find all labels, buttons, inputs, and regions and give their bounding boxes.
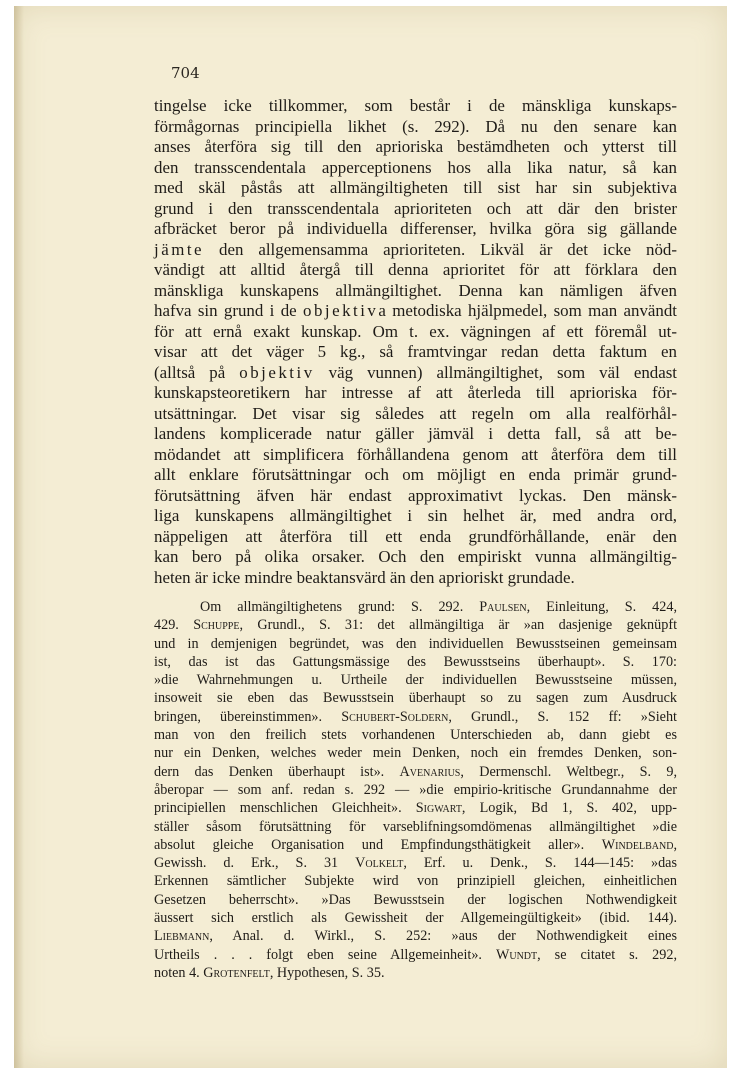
note-line: bringen, übereinstimmen». Schubert-Soldern, Grundl., S. 152 ff: »Sieht bbox=[154, 708, 677, 725]
text-line: anses återföra sig till den aprioriska bestämdheten och ytterst till bbox=[154, 137, 677, 156]
text-line: kan bero på olika orsaker. Och den empiriskt vunna allmängiltig- bbox=[154, 547, 677, 566]
text-line: förutsättning äfven här endast approximativt lyckas. Den mänsk- bbox=[154, 485, 677, 505]
author-name: Sigwart bbox=[415, 800, 462, 817]
note-line: ställer såsom förutsättning för varseblifningsomdömenas allmängiltighet »die bbox=[154, 818, 677, 835]
note-line: principiellen menschlichen Gleichheit». Sigwart, Logik, Bd 1, S. 402, upp- bbox=[154, 800, 677, 817]
note-line: Liebmann, Anal. d. Wirkl., S. 252: »aus der Nothwendigkeit eines bbox=[154, 928, 677, 945]
text-line: (alltså på objektiv väg vunnen) allmängiltighet, som väl endast bbox=[154, 362, 677, 382]
note-line: Urtheils . . . folgt eben seine Allgemeinheit». Wundt, se citatet s. 292, bbox=[154, 946, 677, 963]
note-line: dern das Denken überhaupt ist». Avenarius, Dermenschl. Weltbegr., S. 9, bbox=[154, 763, 677, 780]
text-line: förmågornas principiella likhet (s. 292). Då nu den senare kan bbox=[154, 116, 677, 136]
author-name: Wundt bbox=[495, 946, 538, 963]
note-line: Gesetzen beherrscht». »Das Bewusstsein der logischen Nothwendigkeit bbox=[154, 891, 677, 908]
author-name: Schubert-Soldern bbox=[341, 708, 449, 725]
text-line: för att ernå exakt kunskap. Om t. ex. vägningen af ett föremål ut- bbox=[154, 321, 677, 341]
text-line: kunskapsteoretikern har intresse af att återleda till aprioriska för- bbox=[154, 383, 677, 402]
note-line: Erkennen sämtlicher Subjekte wird von prinzipiell gleichen, einheitlichen bbox=[154, 873, 677, 890]
note-line: insoweit sie eben das Bewusstsein überhaupt so zu sagen zum Ausdruck bbox=[154, 690, 677, 707]
text-line: landens komplicerade natur gäller jämväl i detta fall, så att be- bbox=[154, 424, 677, 443]
author-name: Liebmann bbox=[154, 928, 210, 945]
page-sheet bbox=[14, 6, 727, 1068]
note-line: absolut gleiche Organisation und Empfindungsthätigkeit aller». Windelband, bbox=[154, 836, 677, 853]
text-line: jämte den allgemensamma aprioriteten. Likväl är det icke nöd- bbox=[154, 239, 677, 259]
main-text bbox=[154, 96, 677, 588]
note-line: und in demjenigen begründet, was den individuellen Bewusstseinen gemeinsam bbox=[154, 635, 677, 652]
author-name: Avenarius bbox=[399, 763, 461, 780]
note-line: nur ein Denken, welches weder mein Denken, noch ein fremdes Denken, son- bbox=[154, 745, 677, 762]
note-line: noten 4. Grotenfelt, Hypothesen, S. 35. bbox=[154, 964, 385, 981]
page-number: 704 bbox=[171, 64, 200, 82]
note-line: Om allmängiltighetens grund: S. 292. Paulsen, Einleitung, S. 424, bbox=[200, 599, 677, 615]
note-line: åberopar — som anf. redan s. 292 — »die empirio-kritische Grundannahme der bbox=[154, 781, 677, 798]
note-line: »die Wahrnehmungen u. Urtheile der individuellen Bewusstseine müssen, bbox=[154, 672, 677, 689]
note-line: man von den freilich stets vorhandenen Unterschieden ab, dann giebt es bbox=[154, 727, 677, 744]
author-name: Volkelt bbox=[355, 855, 404, 872]
text-line: afbräcket beror på individuella differenser, hvilka göra sig gällande bbox=[154, 219, 677, 238]
text-line: liga kunskapens allmängiltighet i sin helhet är, med andra ord, bbox=[154, 506, 677, 525]
author-name: Paulsen bbox=[479, 599, 527, 615]
text-line: grund i den transscendentala aprioriteten och att där den brister bbox=[154, 198, 677, 218]
note-line: ist, das ist das Gattungsmässige des Bewusstseins überhaupt». S. 170: bbox=[154, 653, 677, 670]
text-line: hafva sin grund i de objektiva metodiska hjälpmedel, som man användt bbox=[154, 301, 677, 320]
text-line: vändigt att alltid återgå till denna aprioritet för att förklara den bbox=[154, 260, 677, 279]
author-name: Schuppe bbox=[193, 617, 240, 634]
text-line: utsättningar. Det visar sig således att regeln om alla realförhål- bbox=[154, 403, 677, 423]
footnotes bbox=[154, 598, 677, 982]
emphasis-word: jämte bbox=[154, 239, 205, 259]
text-line: mödandet att simplificera förhållandena genom att återföra dem till bbox=[154, 444, 677, 464]
text-line: näppeligen att återföra till ett enda grundförhållande, enär den bbox=[154, 526, 677, 546]
text-line: med skäl påstås att allmängiltigheten till sist har sin subjektiva bbox=[154, 178, 677, 197]
text-line: mänskliga kunskapens allmängiltighet. Denna kan nämligen äfven bbox=[154, 280, 677, 300]
author-name: Windelband bbox=[601, 836, 674, 853]
author-name: Grotenfelt bbox=[203, 964, 270, 981]
text-line: allt enklare förutsättningar och om möjligt en enda primär grund- bbox=[154, 465, 677, 484]
text-line: heten är icke mindre beaktansvärd än den aprioriskt grundade. bbox=[154, 567, 575, 587]
note-line: 429. Schuppe, Grundl., S. 31: det allmängiltiga är »an dasjenige geknüpft bbox=[154, 617, 678, 634]
text-line: visar att det väger 5 kg., så framtvingar redan detta faktum en bbox=[154, 342, 677, 361]
text-line: tingelse icke tillkommer, som består i de mänskliga kunskaps- bbox=[154, 96, 677, 115]
note-line: äussert sich erstlich als Gewissheit der Allgemeingültigkeit» (ibid. 144). bbox=[154, 910, 677, 927]
emphasis-word: objektiv bbox=[239, 362, 315, 382]
note-line: Gewissh. d. Erk., S. 31 Volkelt, Erf. u. Denk., S. 144—145: »das bbox=[154, 855, 677, 872]
text-line: den transscendentala apperceptionens hos alla lika natur, så kan bbox=[154, 157, 677, 177]
emphasis-word: objektiv bbox=[303, 301, 379, 320]
